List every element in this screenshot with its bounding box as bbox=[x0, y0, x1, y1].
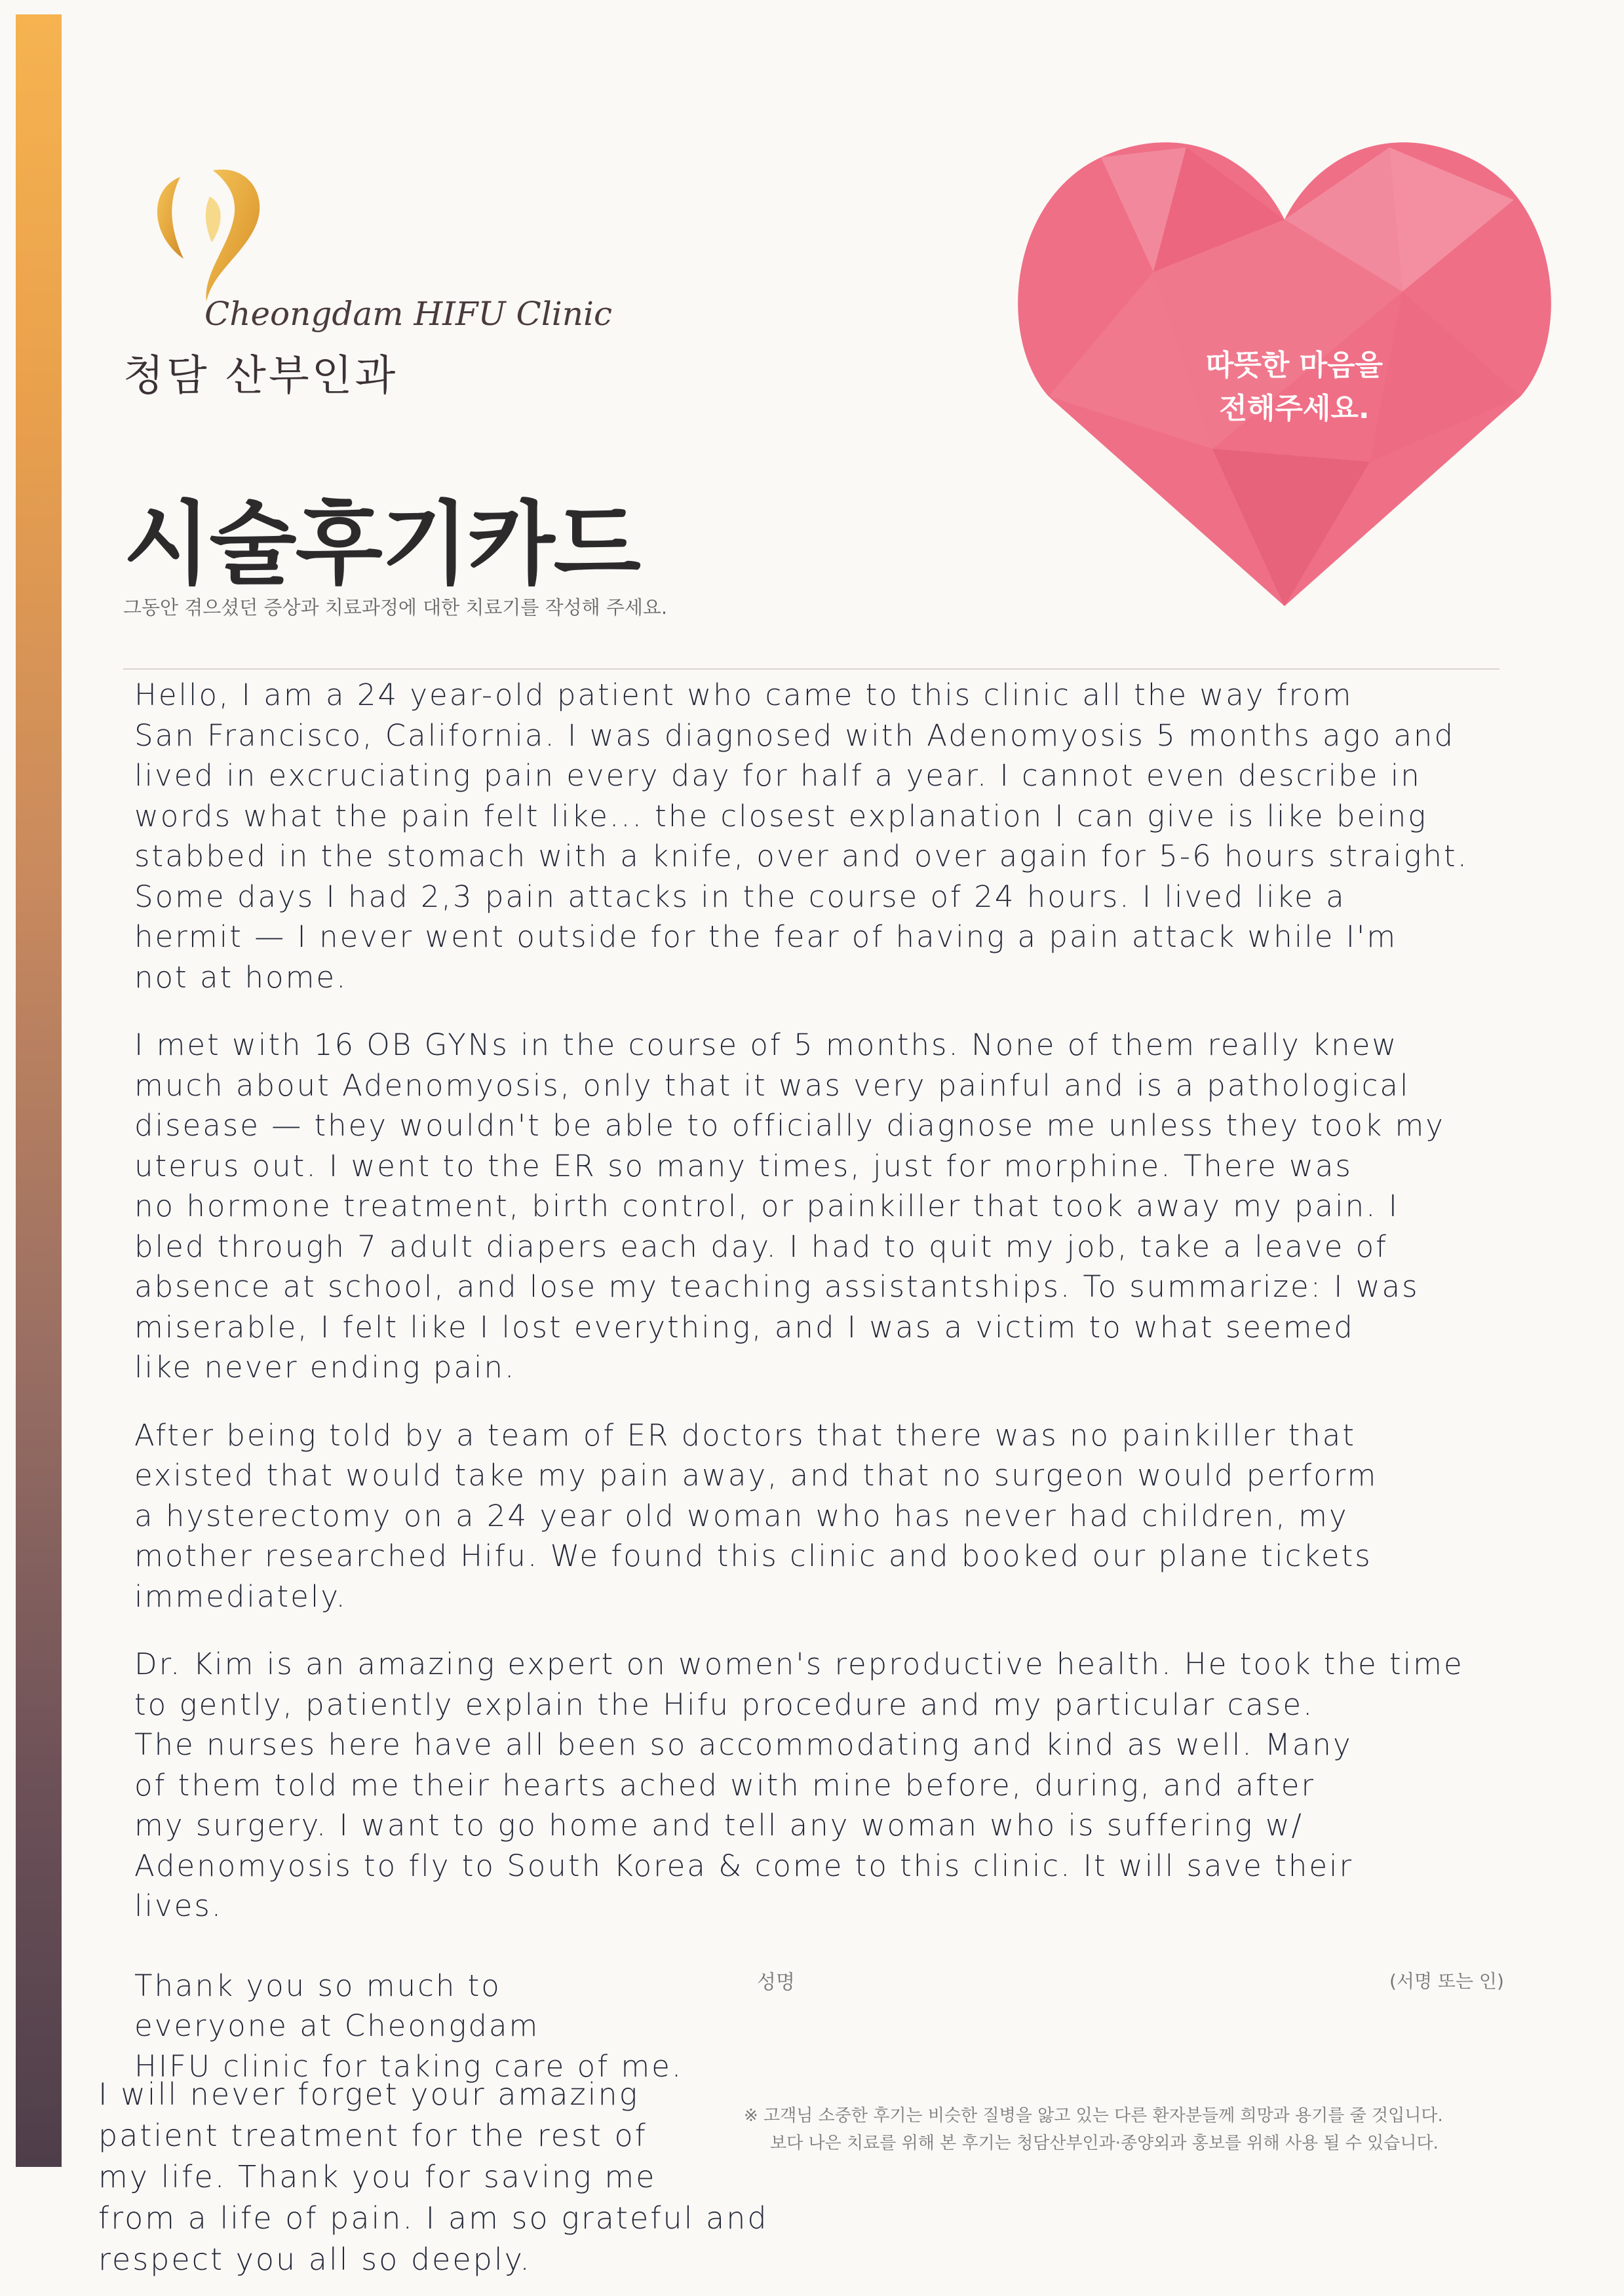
section-divider bbox=[123, 668, 1499, 670]
letter-line: of them told me their hearts ached with mine before, during, and after bbox=[134, 1767, 1315, 1803]
letter-paragraph bbox=[134, 1644, 1576, 1926]
letter-line: Thank you so much to bbox=[134, 1968, 501, 2003]
letter-line: to gently, patiently explain the Hifu procedure and my particular case. bbox=[134, 1687, 1315, 1722]
letter-line: hermit — I never went outside for the fear of having a pain attack while I'm bbox=[134, 919, 1398, 954]
letter-paragraph bbox=[134, 675, 1576, 997]
letter-line: lived in excruciating pain every day for half a year. I cannot even describe in bbox=[134, 758, 1421, 793]
clinic-name-en: Cheongdam HIFU Clinic bbox=[204, 295, 612, 333]
letter-line: words what the pain felt like... the closest explanation I can give is like being bbox=[134, 798, 1428, 833]
letter-line: Adenomyosis to fly to South Korea & come to this clinic. It will save their bbox=[134, 1848, 1354, 1883]
letter-line: The nurses here have all been so accommodating and kind as well. Many bbox=[134, 1727, 1353, 1762]
clinic-logo-icon bbox=[134, 151, 292, 308]
letter-line: absence at school, and lose my teaching assistantships. To summarize: I was bbox=[134, 1269, 1420, 1304]
letter-line: Some days I had 2,3 pain attacks in the course of 24 hours. I lived like a bbox=[134, 879, 1346, 914]
letter-line: my surgery. I want to go home and tell any woman who is suffering w/ bbox=[134, 1808, 1304, 1843]
letter-line: miserable, I felt like I lost everything, and I was a victim to what seemed bbox=[134, 1309, 1355, 1345]
clinic-name-ko: 청담 산부인과 bbox=[123, 352, 398, 400]
letter-line: patient treatment for the rest of bbox=[98, 2118, 648, 2153]
card-subtitle: 그동안 겪으셨던 증상과 치료과정에 대한 치료기를 작성해 주세요. bbox=[123, 596, 668, 619]
card-title: 시술후기카드 bbox=[123, 491, 640, 597]
letter-line: disease — they wouldn't be able to officially diagnose me unless they took my bbox=[134, 1108, 1445, 1143]
letter-line: I will never forget your amazing bbox=[98, 2076, 640, 2112]
letter-line: Dr. Kim is an amazing expert on women's reproductive health. He took the time bbox=[134, 1647, 1464, 1681]
letter-line: not at home. bbox=[134, 959, 348, 995]
letter-line: After being told by a team of ER doctors that there was no painkiller that bbox=[134, 1417, 1356, 1453]
letter-line: lives. bbox=[134, 1888, 223, 1923]
letter-line: a hysterectomy on a 24 year old woman who has never had children, my bbox=[134, 1498, 1349, 1533]
footnote-line: 보다 나은 치료를 위해 본 후기는 청담산부인과·종양외과 홍보를 위해 사용 될 수 있습니다. bbox=[770, 2133, 1439, 2153]
signature-label: 성명 bbox=[757, 1971, 795, 1994]
heart-message-line1: 따뜻한 마음을 bbox=[1205, 349, 1383, 382]
letter-paragraph bbox=[134, 1025, 1576, 1388]
letter-line: HIFU clinic for taking care of me. bbox=[134, 2048, 684, 2084]
decorative-side-bar bbox=[16, 14, 62, 2167]
footnote-line: ※ 고객님 소중한 후기는 비슷한 질병을 앓고 있는 다른 환자분들께 희망과 용기를 줄 것입니다. bbox=[744, 2106, 1443, 2126]
letter-line: much about Adenomyosis, only that it was very painful and is a pathological bbox=[134, 1067, 1410, 1103]
letter-line: respect you all so deeply. bbox=[98, 2242, 532, 2277]
letter-line: everyone at Cheongdam bbox=[134, 2008, 540, 2043]
letter-line: Hello, I am a 24 year-old patient who came to this clinic all the way from bbox=[134, 678, 1353, 712]
heart-message-line2: 전해주세요. bbox=[1219, 392, 1370, 425]
letter-line: existed that would take my pain away, and that no surgeon would perform bbox=[134, 1458, 1378, 1493]
letter-line: San Francisco, California. I was diagnosed with Adenomyosis 5 months ago and bbox=[134, 718, 1456, 753]
letter-line: my life. Thank you for saving me bbox=[98, 2159, 657, 2194]
letter-line: like never ending pain. bbox=[134, 1350, 516, 1385]
letter-line: no hormone treatment, birth control, or painkiller that took away my pain. I bbox=[134, 1189, 1400, 1223]
signature-note: (서명 또는 인) bbox=[1389, 1970, 1504, 1992]
letter-line: stabbed in the stomach with a knife, over and over again for 5-6 hours straight. bbox=[134, 839, 1469, 873]
letter-line: immediately. bbox=[134, 1578, 347, 1614]
letter-line: from a life of pain. I am so grateful and bbox=[98, 2200, 769, 2236]
letter-closing bbox=[134, 1966, 1576, 2087]
letter-paragraph bbox=[134, 1415, 1576, 1617]
heart-message bbox=[1163, 344, 1425, 430]
handwritten-letter bbox=[134, 675, 1576, 2114]
letter-line: mother researched Hifu. We found this clinic and booked our plane tickets bbox=[134, 1539, 1372, 1573]
letter-line: bled through 7 adult diapers each day. I had to quit my job, take a leave of bbox=[134, 1229, 1388, 1264]
letter-line: uterus out. I went to the ER so many times, just for morphine. There was bbox=[134, 1148, 1353, 1183]
letter-postscript bbox=[98, 2074, 950, 2280]
letter-line: I met with 16 OB GYNs in the course of 5 months. None of them really knew bbox=[134, 1027, 1399, 1062]
